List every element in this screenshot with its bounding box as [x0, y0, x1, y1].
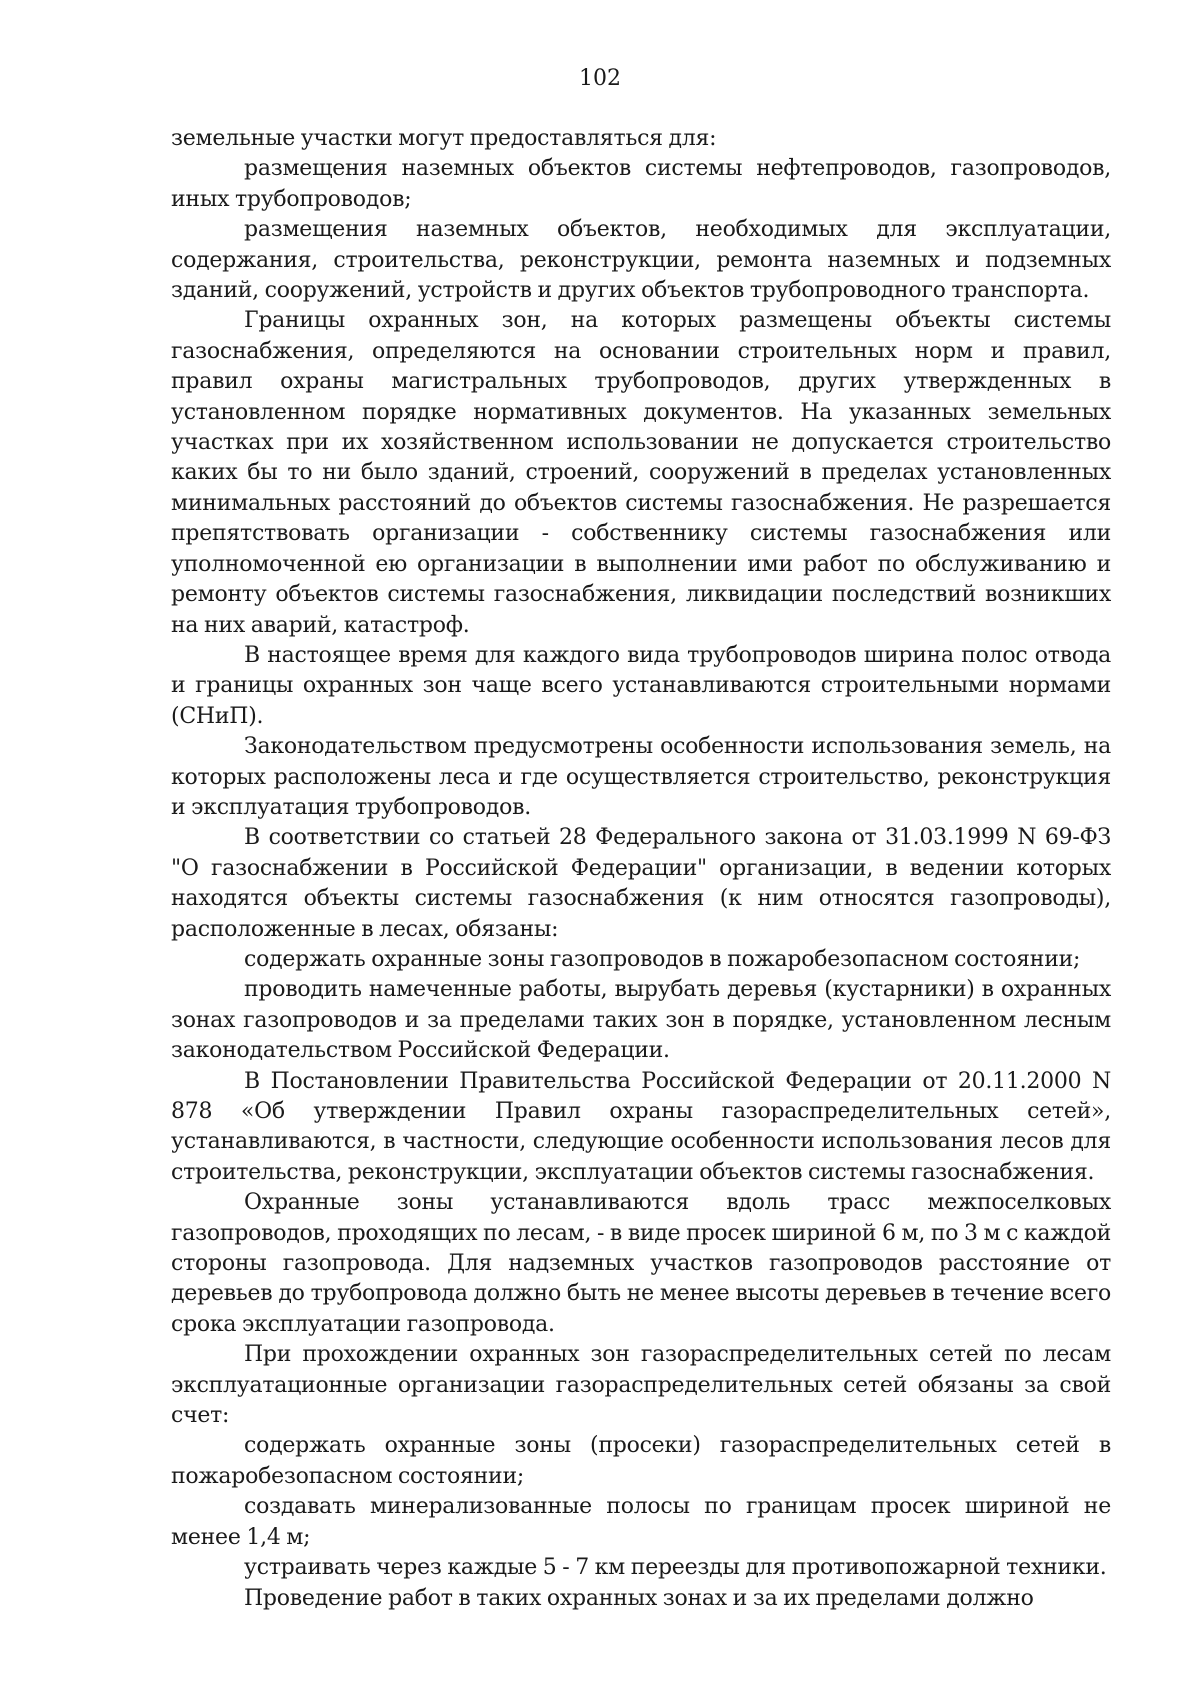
paragraph: содержать охранные зоны газопроводов в пожаробезопасном состоянии;: [244, 946, 1081, 972]
paragraph: Охранные зоны устанавливаются вдоль трасс межпоселковых газопроводов, проходящих по лесам, - в виде просек шириной 6 м, по 3 м с каждой стороны газопровода. Для надземных участков газопроводов расстояние от деревьев до трубопровода должно быть не менее высоты деревьев в течение всего срока эксплуатации газопровода.: [171, 1190, 1111, 1337]
paragraph: содержать охранные зоны (просеки) газораспределительных сетей в пожаробезопасном состоянии;: [171, 1433, 1111, 1489]
paragraph: земельные участки могут предоставляться для:: [171, 126, 717, 151]
paragraph: В Постановлении Правительства Российской Федерации от 20.11.2000 N 878 «Об утверждении Правил охраны газораспределительных сетей», устанавливаются, в частности, следующие особенности использования лесов для строительства, реконструкции, эксплуатации объектов системы газоснабжения.: [171, 1068, 1111, 1185]
paragraph: размещения наземных объектов системы нефтепроводов, газопроводов, иных трубопроводов;: [171, 156, 1111, 212]
paragraph: создавать минерализованные полосы по границам просек шириной не менее 1,4 м;: [171, 1494, 1111, 1550]
paragraph: Границы охранных зон, на которых размещены объекты системы газоснабжения, определяются на основании строительных норм и правил, правил охраны магистральных трубопроводов, других утвержденных в установленном порядке нормативных документов. На указанных земельных участках при их хозяйственном использовании не допускается строительство каких бы то ни было зданий, строений, сооружений в пределах установленных минимальных расстояний до объектов системы газоснабжения. Не разрешается препятствовать организации - собственнику системы газоснабжения или уполномоченной ею организации в выполнении ими работ по обслуживанию и ремонту объектов системы газоснабжения, ликвидации последствий возникших на них аварий, катастроф.: [171, 308, 1111, 638]
paragraph: проводить намеченные работы, вырубать деревья (кустарники) в охранных зонах газопроводов и за пределами таких зон в порядке, установленном лесным законодательством Российской Федерации.: [171, 977, 1111, 1064]
paragraph: устраивать через каждые 5 - 7 км переезды для противопожарной техники.: [244, 1555, 1107, 1581]
page-number: 102: [579, 66, 621, 91]
paragraph: Проведение работ в таких охранных зонах и за их пределами должно: [244, 1585, 1034, 1611]
paragraph: В настоящее время для каждого вида трубопроводов ширина полос отвода и границы охранных зон чаще всего устанавливаются строительными нормами (СНиП).: [171, 642, 1111, 729]
document-body: [171, 124, 1111, 1614]
paragraph: Законодательством предусмотрены особенности использования земель, на которых расположены леса и где осуществляется строительство, реконструкция и эксплуатация трубопроводов.: [171, 734, 1111, 820]
paragraph: При прохождении охранных зон газораспределительных сетей по лесам эксплуатационные организации газораспределительных сетей обязаны за свой счет:: [171, 1342, 1111, 1429]
paragraph: размещения наземных объектов, необходимых для эксплуатации, содержания, строительства, реконструкции, ремонта наземных и подземных зданий, сооружений, устройств и других объектов трубопроводного транспорта.: [171, 217, 1111, 304]
paragraph: В соответствии со статьей 28 Федерального закона от 31.03.1999 N 69-ФЗ "О газоснабжении в Российской Федерации" организации, в ведении которых находятся объекты системы газоснабжения (к ним относятся газопроводы), расположенные в лесах, обязаны:: [171, 825, 1111, 942]
